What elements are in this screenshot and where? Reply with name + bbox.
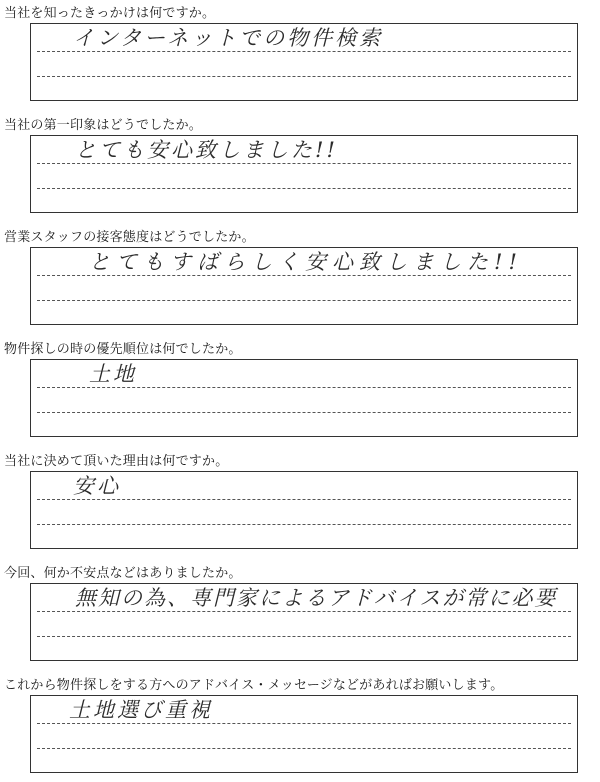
answer-box [30,135,578,213]
handwritten-answer: 土地 [89,362,137,386]
question-label: 今回、何か不安点などはありましたか。 [4,566,242,581]
ruled-line [37,275,571,276]
handwritten-answer: 土地選び重視 [69,698,213,722]
answer-box [30,359,578,437]
question-label: 物件探しの時の優先順位は何でしたか。 [4,342,242,357]
ruled-line [37,723,571,724]
ruled-line [37,387,571,388]
ruled-line [37,76,571,77]
answer-box [30,23,578,101]
ruled-line [37,51,571,52]
ruled-line [37,163,571,164]
answer-box [30,695,578,773]
answer-box [30,247,578,325]
answer-box [30,583,578,661]
handwritten-answer: とてもすばらしく安心致しました!! [89,250,523,274]
question-label: 当社の第一印象はどうでしたか。 [4,118,203,133]
ruled-line [37,499,571,500]
question-label: 当社を知ったきっかけは何ですか。 [4,6,216,21]
ruled-line [37,636,571,637]
answer-box [30,471,578,549]
ruled-line [37,412,571,413]
ruled-line [37,188,571,189]
question-label: 営業スタッフの接客態度はどうでしたか。 [4,230,255,245]
handwritten-answer: 安心 [73,474,121,498]
ruled-line [37,748,571,749]
handwritten-answer: 無知の為、専門家によるアドバイスが常に必要 [75,586,558,610]
question-label: 当社に決めて頂いた理由は何ですか。 [4,454,229,469]
handwritten-answer: とても安心致しました!! [75,138,338,162]
ruled-line [37,300,571,301]
ruled-line [37,524,571,525]
question-label: これから物件探しをする方へのアドバイス・メッセージなどがあればお願いします。 [4,678,504,693]
handwritten-answer: インターネットでの物件検索 [73,26,384,50]
ruled-line [37,611,571,612]
